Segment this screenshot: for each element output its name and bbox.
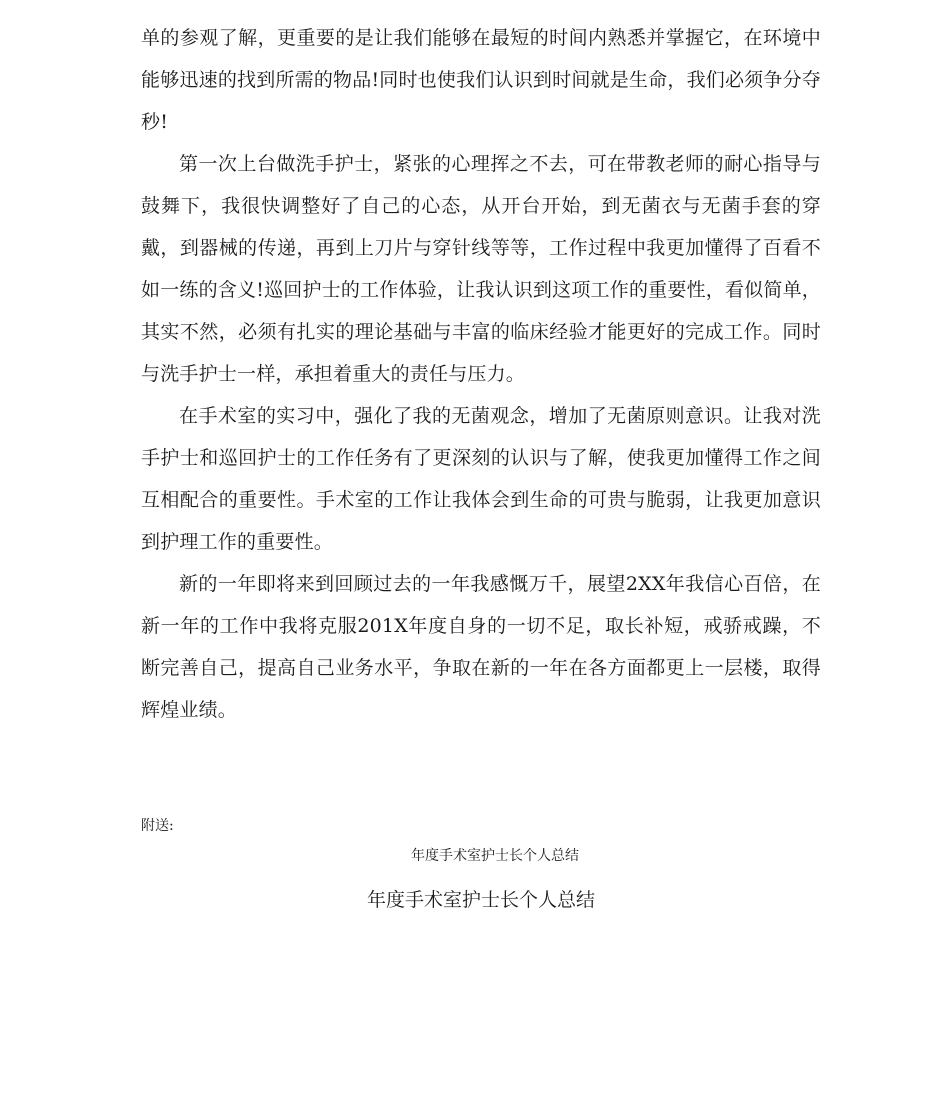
- attachment-title-large: 年度手术室护士长个人总结: [366, 889, 595, 911]
- paragraph-1: 单的参观了解，更重要的是让我们能够在最短的时间内熟悉并掌握它，在环境中能够迅速的找到所需的物品!同时也使我们认识到时间就是生命，我们必须争分夺秒!: [141, 27, 821, 133]
- paragraph-3: 在手术室的实习中，强化了我的无菌观念，增加了无菌原则意识。让我对洗手护士和巡回护士的工作任务有了更深刻的认识与了解，使我更加懂得工作之间互相配合的重要性。手术室的工作让我体会到生命的可贵与脆弱，让我更加意识到护理工作的重要性。: [141, 405, 821, 553]
- attachment-label: 附送:: [141, 818, 174, 834]
- body-text: [141, 17, 821, 731]
- paragraph-2: 第一次上台做洗手护士，紧张的心理挥之不去，可在带教老师的耐心指导与鼓舞下，我很快调整好了自己的心态，从开台开始，到无菌衣与无菌手套的穿戴，到器械的传递，再到上刀片与穿针线等等，工作过程中我更加懂得了百看不如一练的含义!巡回护士的工作体验，让我认识到这项工作的重要性，看似简单，其实不然，必须有扎实的理论基础与丰富的临床经验才能更好的完成工作。同时与洗手护士一样，承担着重大的责任与压力。: [141, 153, 821, 385]
- paragraph-4: 新的一年即将来到回顾过去的一年我感慨万千，展望2XX年我信心百倍，在新一年的工作中我将克服201X年度自身的一切不足，取长补短，戒骄戒躁，不断完善自己，提高自己业务水平，争取在新的一年在各方面都更上一层楼，取得辉煌业绩。: [141, 573, 821, 721]
- attachment-title-small: 年度手术室护士长个人总结: [411, 848, 579, 864]
